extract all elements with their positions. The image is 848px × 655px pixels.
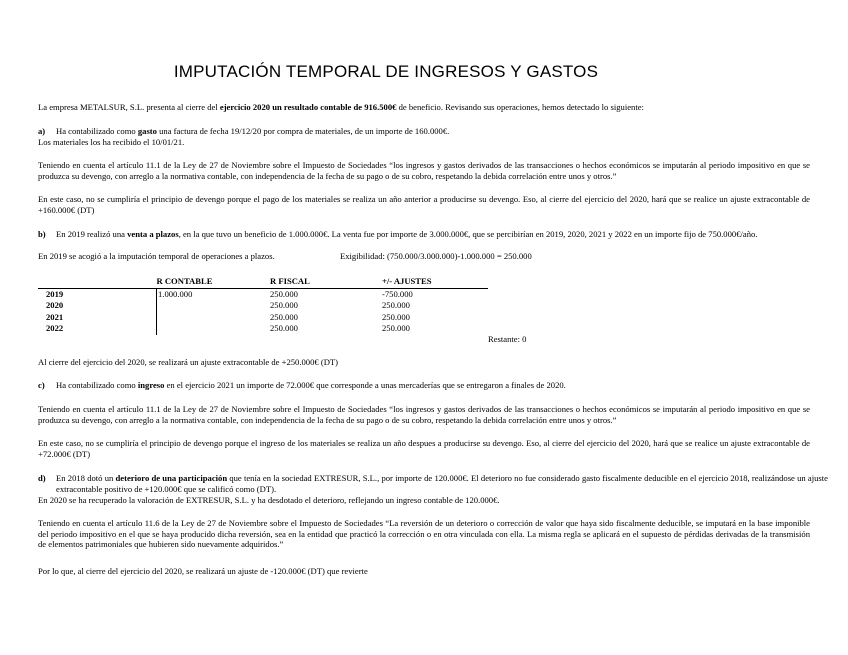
table-cell: 250.000 bbox=[270, 288, 298, 299]
section-bold: gasto bbox=[137, 126, 157, 136]
section-d-conclusion: Por lo que, al cierre del ejercicio del 2020, se realizará un ajuste de -120.000€ (DT) que revierte bbox=[38, 566, 368, 576]
section-b-conclusion: Al cierre del ejercicio del 2020, se realizará un ajuste extracontable de +250.000€ (DT) bbox=[38, 357, 339, 367]
section-text-end: una factura de fecha 19/12/20 por compra de materiales, de un importe de 160.000€. bbox=[156, 126, 450, 136]
table-cell bbox=[157, 300, 271, 312]
table-cell-year: 2021 bbox=[46, 311, 64, 322]
intro-bold: ejercicio 2020 un resultado contable de 916.500€ bbox=[219, 102, 397, 112]
table-cell: 250.000 bbox=[382, 311, 410, 322]
table-cell-year: 2019 bbox=[46, 288, 64, 299]
table-cell: 250.000 bbox=[382, 300, 410, 310]
section-text: En 2018 dotó un bbox=[56, 473, 116, 483]
section-b-note: En 2019 se acogió a la imputación temporal de operaciones a plazos. bbox=[38, 251, 275, 261]
table-header bbox=[38, 276, 157, 288]
section-d bbox=[38, 473, 828, 494]
section-text-end: , en la que tuvo un beneficio de 1.000.000€. La venta fue por importe de 3.000.000€, que se percibirían en 2019, 2020, 2021 y 2022 en un importe fijo de 750.000€/año. bbox=[178, 229, 758, 239]
imputation-table bbox=[38, 276, 488, 335]
intro-paragraph bbox=[38, 102, 810, 113]
intro-text: La empresa METALSUR, S.L. presenta al cierre del bbox=[38, 102, 220, 112]
section-text: En 2019 realizó una bbox=[56, 229, 128, 239]
section-bold: venta a plazos bbox=[127, 229, 179, 239]
section-d-legal: Teniendo en cuenta el artículo 11.6 de la Ley de 27 de Noviembre sobre el Impuesto de Sociedades “La reversión de un deterioro o corrección de valor que haya sido fiscalmente deducible, se imputará en la base imponible del periodo impositivo en el que se haya producido dicha reversión, sea en la entidad que practicó la corrección o en otra vinculada con ella. La misma regla se aplicará en el supuesto de pérdidas derivadas de la transmisión de elementos patrimoniales que hubieren sido nuevamente adquiridos.” bbox=[38, 518, 810, 549]
table-cell-year: 2020 bbox=[46, 300, 64, 310]
table-cell: 250.000 bbox=[270, 311, 298, 322]
intro-text-end: de beneficio. Revisando sus operaciones, hemos detectado lo siguiente: bbox=[396, 102, 644, 112]
section-a-conclusion: En este caso, no se cumpliría el principio de devengo porque el pago de los materiales se realiza un año anterior a producirse su devengo. Eso, al cierre del ejercicio del 2020, hará que se realice un ajuste extracontable de +160.000€ (DT) bbox=[38, 194, 810, 215]
section-b bbox=[38, 229, 828, 240]
table-cell-year: 2022 bbox=[46, 323, 64, 333]
table-cell: 250.000 bbox=[270, 300, 298, 310]
table-cell: -750.000 bbox=[382, 288, 413, 299]
table-header: +/- AJUSTES bbox=[382, 276, 488, 288]
table-row bbox=[38, 312, 488, 324]
section-d-line2: En 2020 se ha recuperado la valoración de EXTRESUR, S.L. y ha desdotado el deterioro, reflejando un ingreso contable de 120.000€. bbox=[38, 495, 500, 505]
table-row bbox=[38, 300, 488, 312]
section-text: Ha contabilizado como bbox=[56, 380, 138, 390]
section-label: d) bbox=[38, 473, 46, 483]
page-title: IMPUTACIÓN TEMPORAL DE INGRESOS Y GASTOS bbox=[173, 62, 599, 81]
section-text-end: en el ejercicio 2021 un importe de 72.000€ que corresponde a unas mercaderías que se entregaron a finales de 2020. bbox=[164, 380, 566, 390]
section-bold: deterioro de una participación bbox=[115, 473, 228, 483]
table-cell bbox=[157, 323, 271, 335]
section-text-end: que tenía en la sociedad EXTRESUR, S.L., por importe de 120.000€. El deterioro no fue considerado gasto fiscalmente deducible en el ejercicio 2018, realizándose un ajuste extracontable positivo de +120.000€ que se calificó como (DT). bbox=[56, 473, 828, 494]
section-a-legal: Teniendo en cuenta el artículo 11.1 de la Ley de 27 de Noviembre sobre el Impuesto de Sociedades “los ingresos y gastos derivados de las transacciones o hechos económicos se imputarán al periodo impositivo en que se produzca su devengo, con arreglo a la normativa contable, con independencia de la fecha de su pago o de su cobro, respetando la debida correlación entre unos y otros.” bbox=[38, 160, 810, 181]
table-cell: 250.000 bbox=[270, 323, 298, 333]
table-header: R FISCAL bbox=[270, 276, 382, 288]
table-cell: 1.000.000 bbox=[157, 288, 271, 300]
table-row bbox=[38, 323, 488, 335]
section-a-line2: Los materiales los ha recibido el 10/01/21. bbox=[38, 136, 185, 147]
section-label: a) bbox=[38, 126, 46, 136]
table-cell: 250.000 bbox=[382, 323, 410, 333]
section-label: b) bbox=[38, 229, 46, 239]
table-header: R CONTABLE bbox=[157, 276, 271, 288]
table-header-row bbox=[38, 276, 488, 288]
section-text: Ha contabilizado como bbox=[56, 126, 138, 136]
section-b-line2 bbox=[38, 251, 810, 262]
section-label: c) bbox=[38, 380, 45, 390]
section-bold: ingreso bbox=[137, 380, 165, 390]
table-row bbox=[38, 288, 488, 300]
restante-value: Restante: 0 bbox=[488, 334, 527, 344]
exigibilidad-formula: Exigibilidad: (750.000/3.000.000)-1.000.000 = 250.000 bbox=[340, 251, 532, 261]
table-cell bbox=[157, 312, 271, 324]
section-c-legal: Teniendo en cuenta el artículo 11.1 de la Ley de 27 de Noviembre sobre el Impuesto de Sociedades “los ingresos y gastos derivados de las transacciones o hechos económicos se imputarán al periodo impositivo en que se produzca su devengo, con arreglo a la normativa contable, con independencia de la fecha de su pago o de su cobro, respetando la debida correlación entre unos y otros.” bbox=[38, 404, 810, 425]
section-a bbox=[38, 126, 810, 147]
section-c-conclusion: En este caso, no se cumpliría el principio de devengo porque el ingreso de los materiales se realiza un año despues a producirse su devengo. Eso, al cierre del ejercicio del 2020, hará que se realice un ajuste extracontable de +72.000€ (DT) bbox=[38, 438, 810, 459]
section-c bbox=[38, 380, 828, 391]
